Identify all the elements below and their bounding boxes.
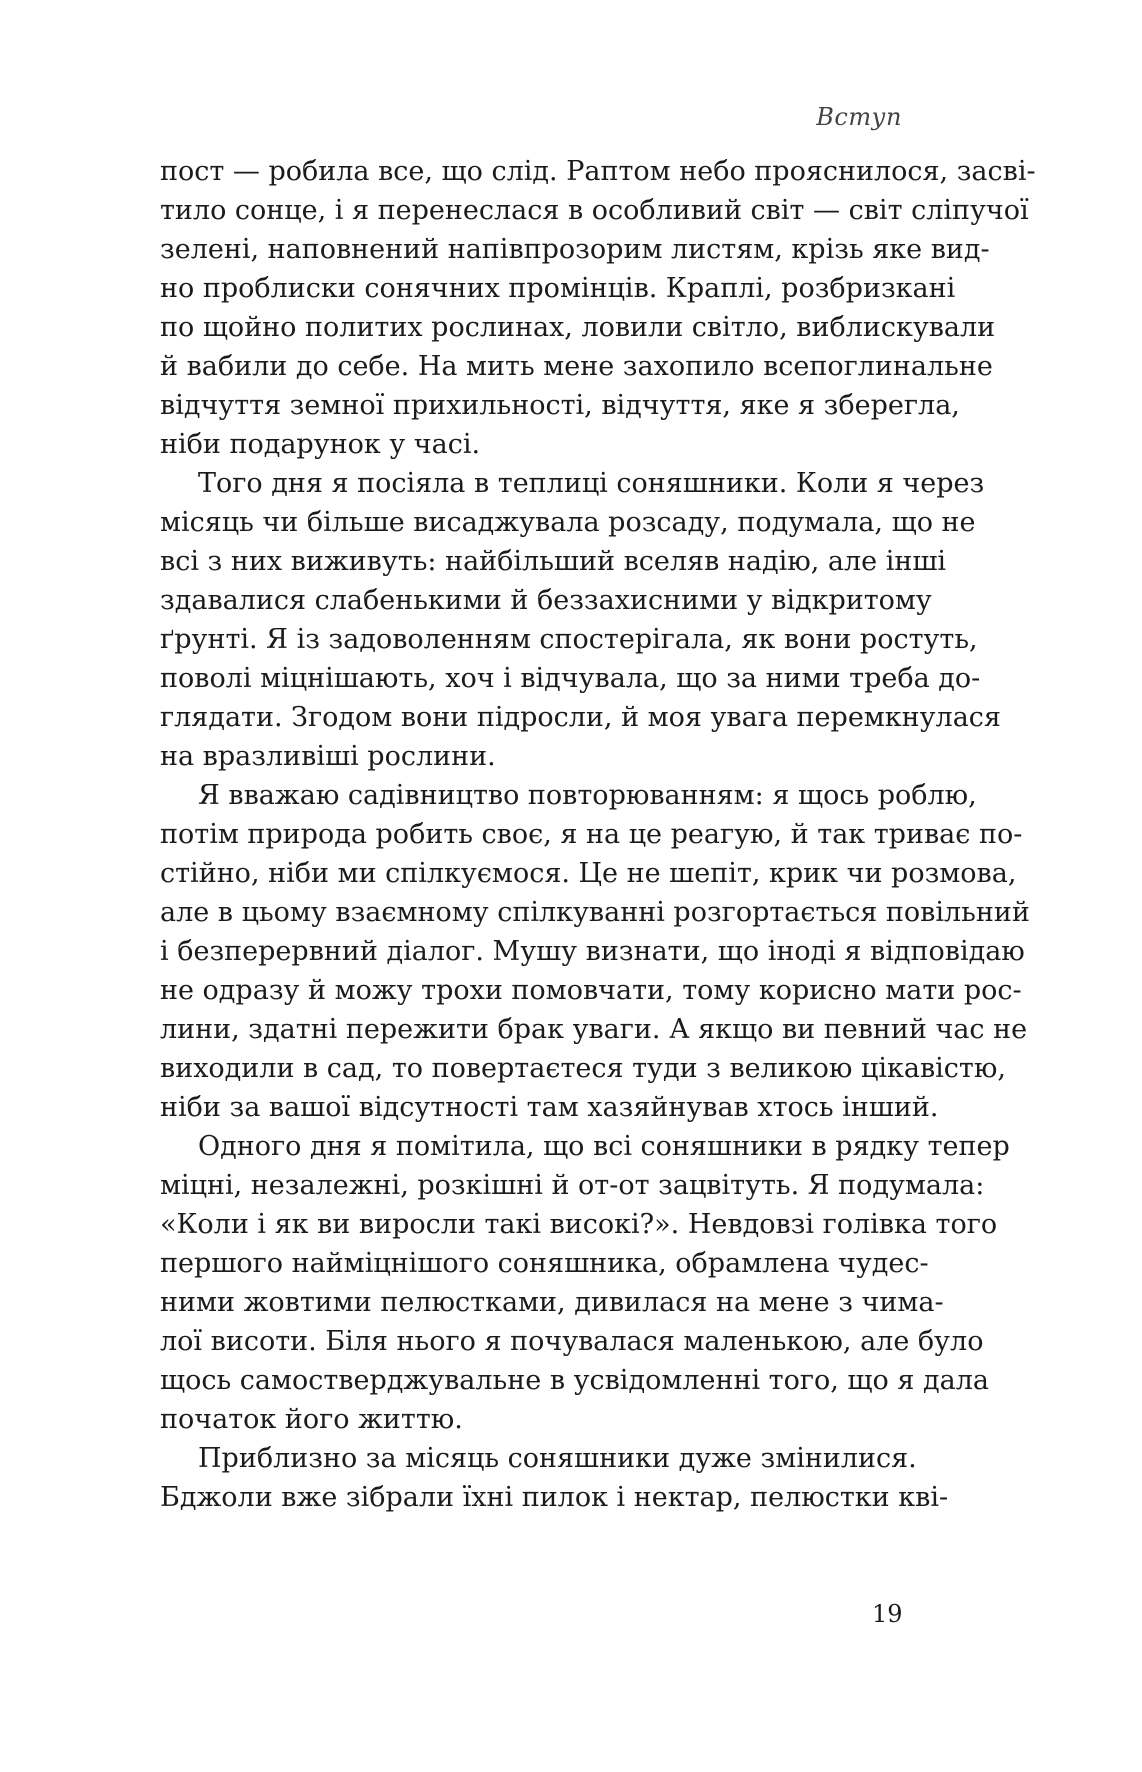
text-line: потім природа робить своє, я на це реагую, й так триває по- xyxy=(160,819,1023,850)
page-number: 19 xyxy=(872,1600,903,1628)
text-line: першого найміцнішого соняшника, обрамлена чудес- xyxy=(160,1248,929,1279)
text-line: Я вважаю садівництво повторюванням: я щось роблю, xyxy=(198,780,977,811)
text-line: ніби подарунок у часі. xyxy=(160,429,481,460)
text-line: всі з них виживуть: найбільший вселяв надію, але інші xyxy=(160,546,947,577)
text-line: но проблиски сонячних промінців. Краплі, розбризкані xyxy=(160,273,956,304)
text-line: і безперервний діалог. Мушу визнати, що іноді я відповідаю xyxy=(160,936,1025,967)
text-line: щось самостверджувальне в усвідомленні того, що я дала xyxy=(160,1365,989,1396)
text-line: Бджоли вже зібрали їхні пилок і нектар, пелюстки кві- xyxy=(160,1482,949,1513)
text-line: не одразу й можу трохи помовчати, тому корисно мати рос- xyxy=(160,975,1022,1006)
text-line: стійно, ніби ми спілкуємося. Це не шепіт, крик чи розмова, xyxy=(160,858,1017,889)
text-line: але в цьому взаємному спілкуванні розгортається повільний xyxy=(160,897,1030,928)
text-line: ніби за вашої відсутності там хазяйнував хтось інший. xyxy=(160,1092,939,1123)
paragraph-4 xyxy=(160,1127,1010,1439)
text-line: виходили в сад, то повертаєтеся туди з великою цікавістю, xyxy=(160,1053,1006,1084)
running-head-title: Вступ xyxy=(816,103,902,131)
text-line: зелені, наповнений напівпрозорим листям, крізь яке вид- xyxy=(160,234,990,265)
text-line: поволі міцнішають, хоч і відчувала, що за ними треба до- xyxy=(160,663,981,694)
paragraph-2 xyxy=(160,464,1001,776)
text-line: Приблизно за місяць соняшники дуже змінилися. xyxy=(198,1443,917,1474)
text-line: глядати. Згодом вони підросли, й моя увага перемкнулася xyxy=(160,702,1001,733)
text-line: ними жовтими пелюстками, дивилася на мене з чима- xyxy=(160,1287,944,1318)
text-line: лої висоти. Біля нього я почувалася маленькою, але було xyxy=(160,1326,984,1357)
text-line: початок його життю. xyxy=(160,1404,463,1435)
text-line: пост — робила все, що слід. Раптом небо прояснилося, засві- xyxy=(160,156,1036,187)
body-text xyxy=(160,152,1036,1517)
text-line: Того дня я посіяла в теплиці соняшники. Коли я через xyxy=(198,468,985,499)
text-line: «Коли і як ви виросли такі високі?». Невдовзі голівка того xyxy=(160,1209,998,1240)
text-line: здавалися слабенькими й беззахисними у відкритому xyxy=(160,585,932,616)
text-line: Одного дня я помітила, що всі соняшники в рядку тепер xyxy=(198,1131,1010,1162)
text-line: на вразливіші рослини. xyxy=(160,741,496,772)
paragraph-3 xyxy=(160,776,1030,1127)
text-line: відчуття земної прихильності, відчуття, яке я зберегла, xyxy=(160,390,960,421)
text-line: лини, здатні пережити брак уваги. А якщо ви певний час не xyxy=(160,1014,1028,1045)
text-line: міцні, незалежні, розкішні й от-от зацвітуть. Я подумала: xyxy=(160,1170,985,1201)
paragraph-1 xyxy=(160,152,1036,464)
text-line: по щойно политих рослинах, ловили світло, виблискували xyxy=(160,312,996,343)
text-line: й вабили до себе. На мить мене захопило всепоглинальне xyxy=(160,351,993,382)
text-line: ґрунті. Я із задоволенням спостерігала, як вони ростуть, xyxy=(160,624,978,655)
text-line: місяць чи більше висаджувала розсаду, подумала, що не xyxy=(160,507,976,538)
paragraph-5 xyxy=(160,1439,949,1517)
text-line: тило сонце, і я перенеслася в особливий світ — світ сліпучої xyxy=(160,195,1029,226)
